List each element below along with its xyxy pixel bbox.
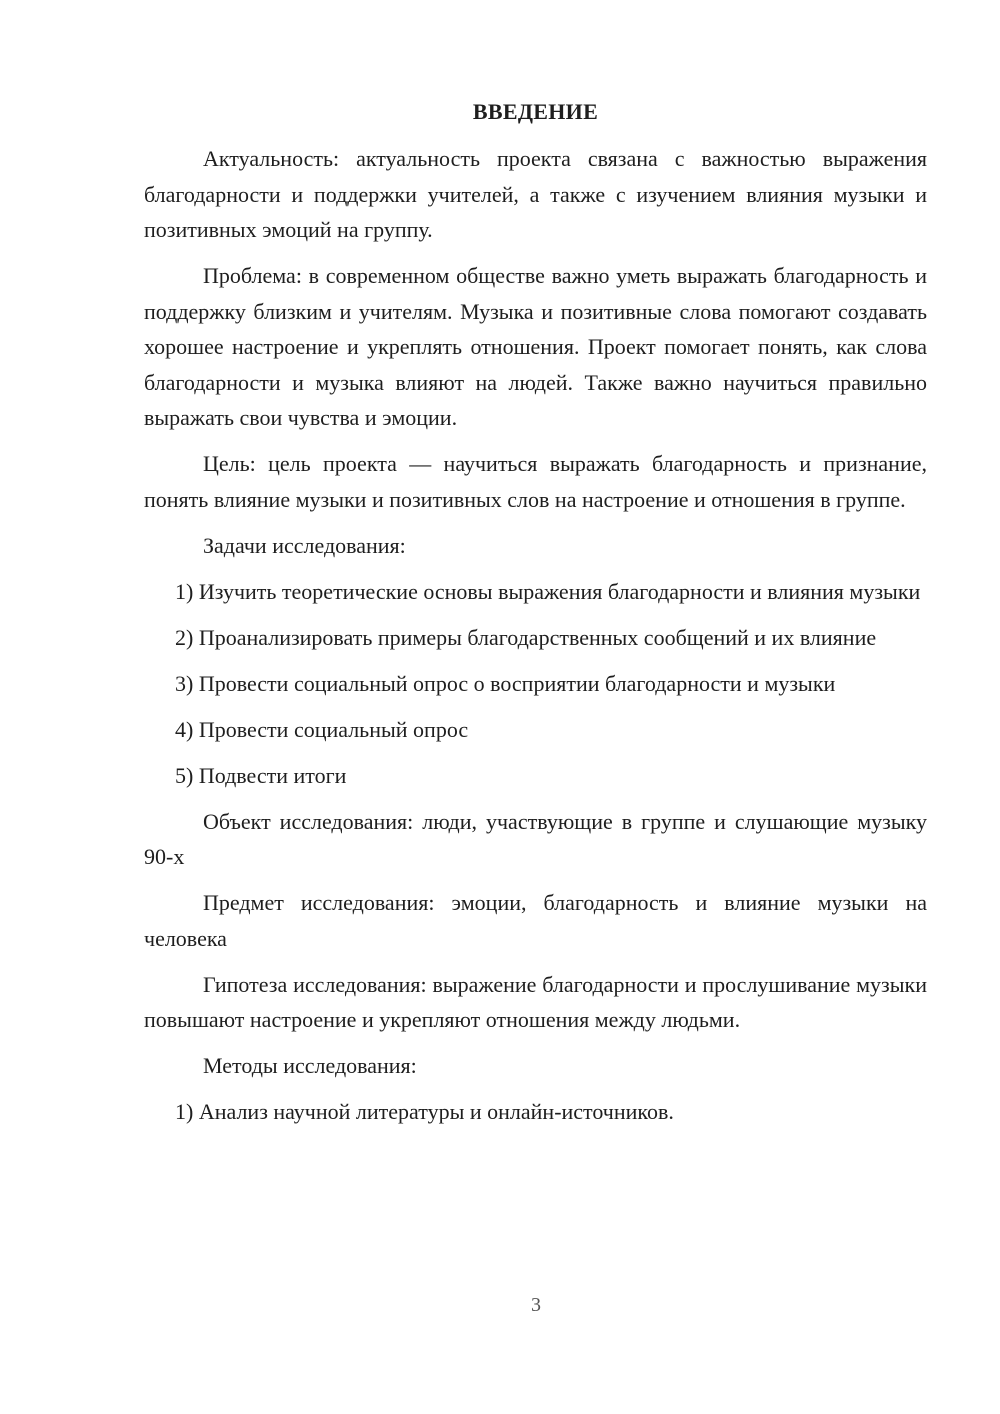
paragraph-object: Объект исследования: люди, участвующие в группе и слушающие музыку 90-х [144, 808, 927, 869]
task-item-4: 4) Провести социальный опрос [175, 716, 469, 742]
task-item-2: 2) Проанализировать примеры благодарственных сообщений и их влияние [175, 624, 877, 650]
document-page [144, 94, 927, 1140]
page-title: ВВЕДЕНИЕ [472, 99, 599, 124]
paragraph-relevance: Актуальность: актуальность проекта связана с важностью выражения благодарности и поддержки учителей, а также с изучением влияния музыки и позитивных эмоций на группу. [144, 146, 927, 242]
paragraph-subject: Предмет исследования: эмоции, благодарность и влияние музыки на человека [144, 890, 927, 951]
methods-heading: Методы исследования: [203, 1053, 417, 1078]
task-item-5: 5) Подвести итоги [175, 762, 347, 788]
task-item-1: 1) Изучить теоретические основы выражения благодарности и влияния музыки [175, 578, 921, 604]
paragraph-problem: Проблема: в современном обществе важно уметь выражать благодарность и поддержку близким и учителям. Музыка и позитивные слова помогают создавать хорошее настроение и укреплять отношения. Проект помогает понять, как слова благодарности и музыка влияют на людей. Также важно научиться правильно выражать свои чувства и эмоции. [144, 263, 927, 430]
tasks-heading: Задачи исследования: [203, 532, 406, 558]
paragraph-goal: Цель: цель проекта — научиться выражать благодарность и признание, понять влияние музыки и позитивных слов на настроение и отношения в группе. [144, 451, 927, 512]
task-item-3: 3) Провести социальный опрос о восприятии благодарности и музыки [175, 670, 836, 696]
paragraph-hypothesis: Гипотеза исследования: выражение благодарности и прослушивание музыки повышают настроение и укрепляют отношения между людьми. [144, 971, 927, 1032]
method-item-1: 1) Анализ научной литературы и онлайн-источников. [175, 1099, 674, 1124]
page-number: 3 [531, 1294, 541, 1316]
